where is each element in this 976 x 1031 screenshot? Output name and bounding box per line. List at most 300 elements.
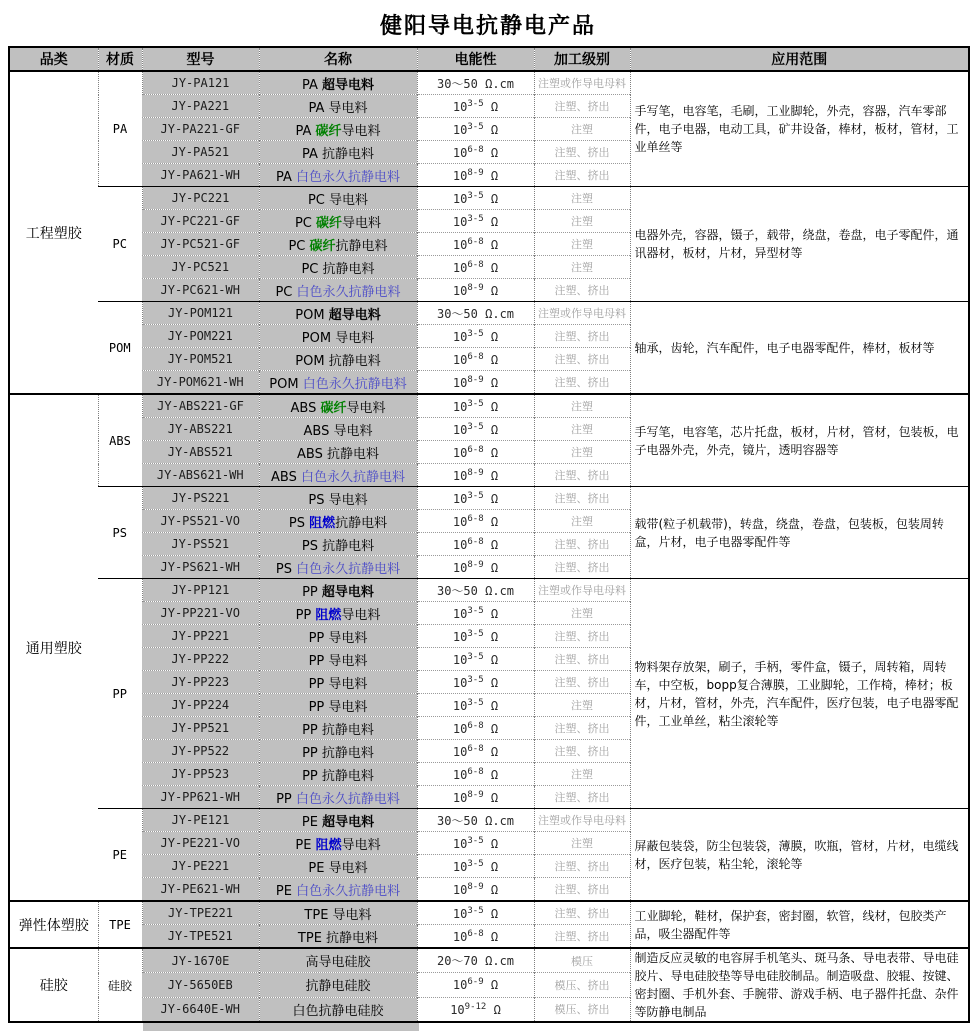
table-row — [9, 579, 969, 602]
bottom-shade-strip — [143, 1023, 419, 1031]
name-segment: PP 抗静电料 — [302, 745, 374, 761]
model-cell: JY-PA221 — [142, 95, 259, 118]
process-cell: 注塑 — [534, 256, 630, 279]
resistance-cell: 10$^{8-9}$ Ω — [417, 464, 534, 487]
header-row — [9, 47, 969, 71]
category-cell: 工程塑胶 — [9, 71, 98, 394]
resistance-exponent: 3-5 — [467, 605, 484, 616]
model-cell: JY-PE221-VO — [142, 832, 259, 855]
application-cell: 物料架存放架，刷子，手柄，零件盒，镊子，周转箱，周转车，中空板，bopp复合薄膜，工业脚轮，工作椅，棒材；板材，片材，管材，外壳，汽车配件，医疗包装，电子电器零配件，工业单丝，粘尘滚轮等 — [630, 579, 969, 809]
name-segment: 超导电料 — [321, 584, 374, 600]
name-segment: PA — [275, 169, 297, 185]
process-cell: 注塑、挤出 — [534, 878, 630, 902]
name-cell — [259, 441, 417, 464]
process-cell: 注塑 — [534, 441, 630, 464]
table-row — [9, 71, 969, 95]
process-cell: 注塑 — [534, 210, 630, 233]
name-segment: PC — [275, 284, 297, 300]
name-segment: 导电料 — [346, 400, 386, 416]
resistance-exponent: 6-8 — [467, 236, 484, 247]
process-cell: 模压、挤出 — [534, 973, 630, 997]
model-cell: JY-PP621-WH — [142, 786, 259, 809]
process-cell: 注塑、挤出 — [534, 925, 630, 949]
name-segment: 导电料 — [342, 215, 382, 231]
name-cell — [259, 625, 417, 648]
name-segment: 阻燃 — [315, 837, 342, 853]
col-header-resistance: 电能性 — [417, 47, 534, 71]
resistance-exponent: 3-5 — [467, 398, 484, 409]
resistance-exponent: 3-5 — [467, 674, 484, 685]
model-cell: JY-PP223 — [142, 671, 259, 694]
name-cell — [259, 256, 417, 279]
table-row — [9, 394, 969, 418]
name-segment: TPE 导电料 — [304, 907, 372, 923]
process-cell: 注塑、挤出 — [534, 671, 630, 694]
resistance-cell: 10$^{6-8}$ Ω — [417, 441, 534, 464]
category-cell: 硅胶 — [9, 948, 98, 1022]
resistance-exponent: 6-8 — [467, 743, 484, 754]
name-cell — [259, 648, 417, 671]
application-cell: 轴承，齿轮，汽车配件，电子电器零配件，棒材，板材等 — [630, 302, 969, 395]
application-cell: 手写笔，电容笔，芯片托盘，板材，片材，管材，包装板，电子电器外壳，外壳，镜片，透明容器等 — [630, 394, 969, 487]
category-cell: 通用塑胶 — [9, 394, 98, 901]
name-cell — [259, 141, 417, 164]
name-segment: 碳纤 — [316, 215, 343, 231]
material-cell: PP — [98, 579, 142, 809]
resistance-exponent: 3-5 — [467, 628, 484, 639]
process-cell: 注塑 — [534, 763, 630, 786]
model-cell: JY-PE221 — [142, 855, 259, 878]
name-segment: 抗静电硅胶 — [305, 979, 371, 995]
name-segment: PP 导电料 — [308, 630, 368, 646]
resistance-cell: 10$^{8-9}$ Ω — [417, 371, 534, 395]
model-cell: JY-5650EB — [142, 973, 259, 997]
name-cell — [259, 602, 417, 625]
name-segment: PA 导电料 — [308, 100, 368, 116]
col-header-name: 名称 — [259, 47, 417, 71]
name-cell — [259, 997, 417, 1022]
resistance-cell: 10$^{3-5}$ Ω — [417, 394, 534, 418]
resistance-exponent: 3-5 — [467, 190, 484, 201]
name-segment: PC — [294, 215, 317, 231]
resistance-cell: 30～50 Ω.cm — [417, 71, 534, 95]
model-cell: JY-PA121 — [142, 71, 259, 95]
model-cell: JY-POM121 — [142, 302, 259, 325]
resistance-exponent: 8-9 — [467, 559, 484, 570]
product-table — [8, 46, 970, 1023]
name-segment: PE — [275, 883, 297, 899]
model-cell: JY-PP224 — [142, 694, 259, 717]
name-segment: PC 抗静电料 — [301, 261, 375, 277]
table-row — [9, 487, 969, 510]
name-cell — [259, 210, 417, 233]
product-table-body — [9, 71, 969, 1022]
resistance-exponent: 8-9 — [467, 467, 484, 478]
resistance-cell: 10$^{3-5}$ Ω — [417, 118, 534, 141]
name-cell — [259, 394, 417, 418]
resistance-exponent: 3-5 — [467, 905, 484, 916]
name-segment: 白色永久抗静电料 — [296, 883, 401, 899]
model-cell: JY-PC521 — [142, 256, 259, 279]
name-segment: 白色永久抗静电料 — [296, 169, 401, 185]
name-cell — [259, 948, 417, 973]
process-cell: 注塑、挤出 — [534, 533, 630, 556]
resistance-cell: 10$^{3-5}$ Ω — [417, 625, 534, 648]
process-cell: 注塑 — [534, 394, 630, 418]
model-cell: JY-PS521-VO — [142, 510, 259, 533]
resistance-cell: 20～70 Ω.cm — [417, 948, 534, 973]
process-cell: 注塑或作导电母料 — [534, 809, 630, 832]
resistance-exponent: 9-12 — [464, 1001, 487, 1012]
name-segment: PE — [301, 814, 323, 830]
resistance-cell: 10$^{3-5}$ Ω — [417, 418, 534, 441]
resistance-cell: 10$^{8-9}$ Ω — [417, 786, 534, 809]
model-cell: JY-ABS521 — [142, 441, 259, 464]
name-cell — [259, 464, 417, 487]
resistance-exponent: 6-8 — [467, 720, 484, 731]
name-segment: PE — [295, 837, 316, 853]
name-segment: PP 导电料 — [308, 699, 368, 715]
model-cell: JY-TPE521 — [142, 925, 259, 949]
application-cell: 载带(粒子机载带)，转盘，绕盘，卷盘，包装板，包装周转盒，片材，电子电器零配件等 — [630, 487, 969, 579]
process-cell: 注塑、挤出 — [534, 164, 630, 187]
material-cell: 硅胶 — [98, 948, 142, 1022]
model-cell: JY-6640E-WH — [142, 997, 259, 1022]
resistance-exponent: 6-9 — [467, 977, 484, 988]
name-cell — [259, 855, 417, 878]
process-cell: 注塑 — [534, 418, 630, 441]
process-cell: 注塑或作导电母料 — [534, 302, 630, 325]
process-cell: 模压 — [534, 948, 630, 973]
resistance-cell: 30～50 Ω.cm — [417, 579, 534, 602]
table-row — [9, 809, 969, 832]
model-cell: JY-POM221 — [142, 325, 259, 348]
model-cell: JY-1670E — [142, 948, 259, 973]
resistance-cell: 10$^{3-5}$ Ω — [417, 855, 534, 878]
name-segment: 白色永久抗静电料 — [295, 791, 400, 807]
resistance-exponent: 6-8 — [467, 766, 484, 777]
model-cell: JY-PP521 — [142, 717, 259, 740]
name-segment: PP — [302, 584, 322, 600]
resistance-cell: 10$^{3-5}$ Ω — [417, 487, 534, 510]
name-cell — [259, 418, 417, 441]
resistance-cell: 10$^{3-5}$ Ω — [417, 210, 534, 233]
name-segment: PA — [295, 123, 316, 139]
name-cell — [259, 740, 417, 763]
model-cell: JY-PE621-WH — [142, 878, 259, 902]
name-cell — [259, 118, 417, 141]
process-cell: 注塑、挤出 — [534, 141, 630, 164]
process-cell: 注塑、挤出 — [534, 855, 630, 878]
material-cell: PC — [98, 187, 142, 302]
resistance-cell: 10$^{6-8}$ Ω — [417, 256, 534, 279]
resistance-cell: 10$^{6-8}$ Ω — [417, 348, 534, 371]
name-cell — [259, 763, 417, 786]
resistance-cell: 10$^{6-8}$ Ω — [417, 925, 534, 949]
name-cell — [259, 533, 417, 556]
resistance-cell: 30～50 Ω.cm — [417, 809, 534, 832]
material-cell: TPE — [98, 901, 142, 948]
name-segment: 导电料 — [341, 607, 381, 623]
name-segment: PP 抗静电料 — [302, 768, 374, 784]
name-segment: POM — [295, 307, 329, 323]
name-cell — [259, 556, 417, 579]
model-cell: JY-PP523 — [142, 763, 259, 786]
resistance-cell: 10$^{8-9}$ Ω — [417, 878, 534, 902]
material-cell: PE — [98, 809, 142, 902]
name-cell — [259, 832, 417, 855]
name-segment: PS 导电料 — [308, 492, 368, 508]
name-segment: PC — [288, 238, 310, 254]
process-cell: 注塑、挤出 — [534, 95, 630, 118]
process-cell: 注塑、挤出 — [534, 625, 630, 648]
col-header-process: 加工级别 — [534, 47, 630, 71]
model-cell: JY-PS221 — [142, 487, 259, 510]
resistance-exponent: 3-5 — [467, 858, 484, 869]
process-cell: 注塑、挤出 — [534, 325, 630, 348]
model-cell: JY-PC521-GF — [142, 233, 259, 256]
col-header-application: 应用范围 — [630, 47, 969, 71]
resistance-exponent: 8-9 — [467, 789, 484, 800]
name-cell — [259, 878, 417, 902]
name-segment: PP — [295, 607, 316, 623]
resistance-cell: 10$^{8-9}$ Ω — [417, 279, 534, 302]
resistance-cell: 10$^{6-8}$ Ω — [417, 717, 534, 740]
name-cell — [259, 187, 417, 210]
model-cell: JY-PP221 — [142, 625, 259, 648]
resistance-cell: 10$^{6-8}$ Ω — [417, 510, 534, 533]
material-cell: PS — [98, 487, 142, 579]
name-cell — [259, 973, 417, 997]
process-cell: 模压、挤出 — [534, 997, 630, 1022]
name-segment: 碳纤 — [309, 238, 336, 254]
resistance-exponent: 3-5 — [467, 98, 484, 109]
table-row — [9, 187, 969, 210]
process-cell: 注塑、挤出 — [534, 717, 630, 740]
resistance-exponent: 3-5 — [467, 121, 484, 132]
resistance-cell: 10$^{8-9}$ Ω — [417, 164, 534, 187]
resistance-cell: 10$^{6-8}$ Ω — [417, 740, 534, 763]
model-cell: JY-PA621-WH — [142, 164, 259, 187]
name-segment: PC 导电料 — [307, 192, 369, 208]
name-segment: 抗静电料 — [335, 238, 388, 254]
name-segment: 超导电料 — [322, 814, 375, 830]
resistance-exponent: 3-5 — [467, 328, 484, 339]
name-cell — [259, 717, 417, 740]
col-header-model: 型号 — [142, 47, 259, 71]
model-cell: JY-PP121 — [142, 579, 259, 602]
resistance-exponent: 3-5 — [467, 651, 484, 662]
name-segment: TPE 抗静电料 — [297, 930, 379, 946]
name-segment: 高导电硅胶 — [305, 955, 371, 971]
model-cell: JY-PA221-GF — [142, 118, 259, 141]
name-segment: PA — [301, 77, 323, 93]
name-segment: PP 导电料 — [308, 676, 368, 692]
col-header-material: 材质 — [98, 47, 142, 71]
resistance-cell: 10$^{6-9}$ Ω — [417, 973, 534, 997]
process-cell: 注塑 — [534, 510, 630, 533]
name-segment: PP — [276, 791, 296, 807]
name-cell — [259, 233, 417, 256]
name-cell — [259, 302, 417, 325]
model-cell: JY-PE121 — [142, 809, 259, 832]
material-cell: PA — [98, 71, 142, 187]
category-cell: 弹性体塑胶 — [9, 901, 98, 948]
name-cell — [259, 809, 417, 832]
resistance-exponent: 6-8 — [467, 351, 484, 362]
model-cell: JY-PP222 — [142, 648, 259, 671]
resistance-cell: 10$^{6-8}$ Ω — [417, 763, 534, 786]
resistance-exponent: 6-8 — [467, 513, 484, 524]
model-cell: JY-ABS221 — [142, 418, 259, 441]
process-cell: 注塑、挤出 — [534, 487, 630, 510]
model-cell: JY-PA521 — [142, 141, 259, 164]
process-cell: 注塑 — [534, 832, 630, 855]
name-segment: 导电料 — [341, 123, 381, 139]
name-cell — [259, 694, 417, 717]
resistance-cell: 10$^{3-5}$ Ω — [417, 95, 534, 118]
application-cell: 手写笔，电容笔，毛刷，工业脚轮，外壳，容器，汽车零部件，电子电器，电动工具，矿井设备，棒材，板材，管材，工业单丝等 — [630, 71, 969, 187]
process-cell: 注塑 — [534, 118, 630, 141]
resistance-exponent: 3-5 — [467, 835, 484, 846]
name-segment: 白色永久抗静电料 — [302, 376, 407, 392]
model-cell: JY-ABS221-GF — [142, 394, 259, 418]
name-segment: POM 导电料 — [301, 330, 375, 346]
process-cell: 注塑 — [534, 187, 630, 210]
model-cell: JY-PP221-VO — [142, 602, 259, 625]
process-cell: 注塑或作导电母料 — [534, 579, 630, 602]
resistance-cell: 10$^{6-8}$ Ω — [417, 533, 534, 556]
process-cell: 注塑、挤出 — [534, 279, 630, 302]
application-cell: 工业脚轮，鞋材，保护套，密封圈，软管，线材，包胶类产品，吸尘器配件等 — [630, 901, 969, 948]
process-cell: 注塑 — [534, 694, 630, 717]
name-segment: 白色永久抗静电料 — [300, 469, 405, 485]
resistance-cell: 10$^{8-9}$ Ω — [417, 556, 534, 579]
material-cell: ABS — [98, 394, 142, 487]
name-cell — [259, 786, 417, 809]
resistance-cell: 10$^{3-5}$ Ω — [417, 671, 534, 694]
resistance-cell: 30～50 Ω.cm — [417, 302, 534, 325]
process-cell: 注塑、挤出 — [534, 348, 630, 371]
model-cell: JY-PC221-GF — [142, 210, 259, 233]
resistance-cell: 10$^{3-5}$ Ω — [417, 832, 534, 855]
model-cell: JY-ABS621-WH — [142, 464, 259, 487]
resistance-exponent: 3-5 — [467, 421, 484, 432]
name-cell — [259, 671, 417, 694]
table-row — [9, 948, 969, 973]
name-segment: PE 导电料 — [308, 860, 368, 876]
model-cell: JY-PC621-WH — [142, 279, 259, 302]
material-cell: POM — [98, 302, 142, 395]
name-segment: PP 抗静电料 — [302, 722, 374, 738]
name-segment: ABS 抗静电料 — [297, 446, 379, 462]
name-segment: 白色永久抗静电料 — [296, 284, 401, 300]
name-segment: PP 导电料 — [308, 653, 368, 669]
name-segment: ABS 导电料 — [303, 423, 373, 439]
name-segment: 碳纤 — [320, 400, 347, 416]
resistance-exponent: 6-8 — [467, 259, 484, 270]
resistance-exponent: 8-9 — [467, 881, 484, 892]
name-segment: POM 抗静电料 — [295, 353, 381, 369]
name-cell — [259, 487, 417, 510]
model-cell: JY-TPE221 — [142, 901, 259, 925]
name-segment: ABS — [271, 469, 301, 485]
name-cell — [259, 348, 417, 371]
process-cell: 注塑或作导电母料 — [534, 71, 630, 95]
application-cell: 屏蔽包装袋，防尘包装袋，薄膜，吹瓶，管材，片材，电缆线材，医疗包装，粘尘轮，滚轮等 — [630, 809, 969, 902]
model-cell: JY-POM621-WH — [142, 371, 259, 395]
resistance-exponent: 8-9 — [467, 282, 484, 293]
process-cell: 注塑、挤出 — [534, 648, 630, 671]
model-cell: JY-PP522 — [142, 740, 259, 763]
name-cell — [259, 325, 417, 348]
name-cell — [259, 510, 417, 533]
name-segment: PS — [275, 561, 297, 577]
model-cell: JY-PC221 — [142, 187, 259, 210]
resistance-cell: 10$^{3-5}$ Ω — [417, 187, 534, 210]
name-cell — [259, 371, 417, 395]
resistance-cell: 10$^{3-5}$ Ω — [417, 901, 534, 925]
name-segment: POM — [269, 376, 303, 392]
name-segment: 导电料 — [341, 837, 381, 853]
resistance-cell: 10$^{9-12}$ Ω — [417, 997, 534, 1022]
table-row — [9, 302, 969, 325]
name-cell — [259, 901, 417, 925]
resistance-cell: 10$^{3-5}$ Ω — [417, 648, 534, 671]
process-cell: 注塑、挤出 — [534, 901, 630, 925]
process-cell: 注塑、挤出 — [534, 464, 630, 487]
application-cell: 电器外壳，容器，镊子，载带，绕盘，卷盘，电子零配件，通讯器材，板材，片材，异型材等 — [630, 187, 969, 302]
resistance-exponent: 3-5 — [467, 490, 484, 501]
name-segment: 碳纤 — [315, 123, 342, 139]
name-segment: PS — [288, 515, 310, 531]
name-segment: PA 抗静电料 — [301, 146, 375, 162]
resistance-exponent: 6-8 — [467, 536, 484, 547]
process-cell: 注塑、挤出 — [534, 786, 630, 809]
name-cell — [259, 579, 417, 602]
name-cell — [259, 279, 417, 302]
resistance-exponent: 6-8 — [467, 444, 484, 455]
name-segment: PS 抗静电料 — [301, 538, 375, 554]
resistance-exponent: 3-5 — [467, 697, 484, 708]
name-cell — [259, 95, 417, 118]
resistance-exponent: 6-8 — [467, 144, 484, 155]
process-cell: 注塑、挤出 — [534, 556, 630, 579]
name-segment: 白色永久抗静电料 — [296, 561, 401, 577]
resistance-exponent: 8-9 — [467, 374, 484, 385]
process-cell: 注塑 — [534, 233, 630, 256]
resistance-exponent: 8-9 — [467, 167, 484, 178]
name-cell — [259, 164, 417, 187]
name-segment: 抗静电料 — [335, 515, 388, 531]
resistance-cell: 10$^{3-5}$ Ω — [417, 694, 534, 717]
model-cell: JY-PS621-WH — [142, 556, 259, 579]
table-row — [9, 901, 969, 925]
col-header-category: 品类 — [9, 47, 98, 71]
name-segment: 阻燃 — [315, 607, 342, 623]
name-segment: 白色抗静电硅胶 — [292, 1003, 384, 1019]
model-cell: JY-PS521 — [142, 533, 259, 556]
resistance-cell: 10$^{6-8}$ Ω — [417, 141, 534, 164]
model-cell: JY-POM521 — [142, 348, 259, 371]
resistance-cell: 10$^{3-5}$ Ω — [417, 325, 534, 348]
name-segment: 阻燃 — [309, 515, 336, 531]
application-cell: 制造反应灵敏的电容屏手机笔头、斑马条、导电表带、导电硅胶片、导电硅胶垫等导电硅胶制品。制造吸盘、胶辊、按键、密封圈、手机外套、手腕带、游戏手柄、电子器件托盘、杂件等防静电制品 — [630, 948, 969, 1022]
name-segment: 超导电料 — [328, 307, 381, 323]
resistance-cell: 10$^{3-5}$ Ω — [417, 602, 534, 625]
process-cell: 注塑、挤出 — [534, 740, 630, 763]
process-cell: 注塑 — [534, 602, 630, 625]
